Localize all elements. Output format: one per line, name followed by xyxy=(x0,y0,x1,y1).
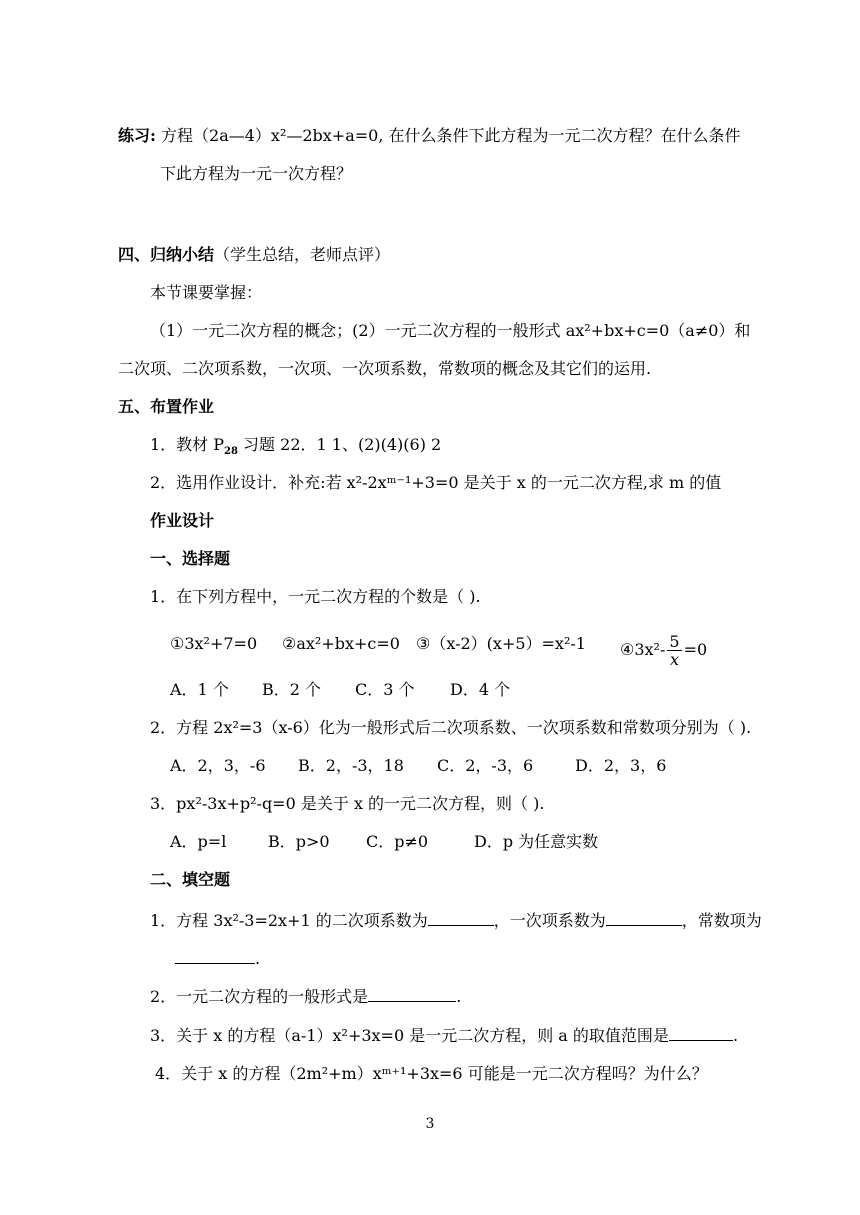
exercise-text-1: 方程（2a—4）x²—2bx+a=0, 在什么条件下此方程为一元二次方程？在什么条件 xyxy=(161,126,741,145)
f1-text-b: ，一次项系数为 xyxy=(493,911,606,930)
answer-blank xyxy=(606,925,682,926)
q1-d-post: =0 xyxy=(683,640,708,659)
q1-option-a: ①3x²+7=0 xyxy=(170,634,258,653)
question-3: 3．px²-3x+p²-q=0 是关于 x 的一元二次方程，则（ ). xyxy=(150,794,545,813)
q2-choice-b: B．2，-3，18 xyxy=(298,756,404,775)
section-4-line-1: （1）一元二次方程的概念；(2）一元二次方程的一般形式 ax²+bx+c=0（a≠0）和 xyxy=(150,321,751,340)
part-1-title: 一、选择题 xyxy=(150,549,231,568)
section-4-heading xyxy=(118,244,390,266)
part-2-title: 二、填空题 xyxy=(150,870,231,889)
f3-text-b: . xyxy=(732,1026,739,1045)
f2-text-b: . xyxy=(456,987,462,1006)
q1-d-fraction xyxy=(667,633,681,668)
q1-choice-d: D．4 个 xyxy=(450,680,511,699)
section-4-title: 四、归纳小结 xyxy=(118,245,215,264)
q1-choice-b: B．2 个 xyxy=(262,680,322,699)
f1-text-a: 1．方程 3x²-3=2x+1 的二次项系数为 xyxy=(150,911,428,930)
section-5-title: 五、布置作业 xyxy=(118,397,215,416)
f1-text-d: . xyxy=(255,949,261,968)
q1-option-c: ③（x-2）(x+5）=x²-1 xyxy=(416,634,586,653)
answer-blank xyxy=(175,963,255,964)
fraction-numerator: 5 xyxy=(669,632,680,651)
q3-choice-d: D．p 为任意实数 xyxy=(474,832,599,851)
q3-choice-a: A．p=l xyxy=(170,832,227,851)
answer-blank xyxy=(669,1040,733,1041)
q1-option-d xyxy=(620,633,707,668)
exercise-line-1 xyxy=(118,125,741,147)
homework-title: 作业设计 xyxy=(150,511,215,530)
item1-pre: 1．教材 P xyxy=(150,435,225,454)
fill-question-4: 4．关于 x 的方程（2m²+m）xᵐ⁺¹+3x=6 可能是一元二次方程吗？为什么？ xyxy=(155,1064,708,1083)
fill-question-1 xyxy=(150,910,762,932)
q1-choice-c: C．3 个 xyxy=(355,680,415,699)
section-4-intro: 本节课要掌握： xyxy=(150,283,263,302)
page-number: 3 xyxy=(425,1116,435,1132)
f3-text-a: 3．关于 x 的方程（a-1）x²+3x=0 是一元二次方程，则 a 的取值范围是 xyxy=(150,1026,669,1045)
q2-choice-a: A．2，3，-6 xyxy=(170,756,266,775)
exercise-label: 练习: xyxy=(118,126,156,145)
fraction-denominator: x xyxy=(669,650,679,669)
answer-blank xyxy=(428,925,494,926)
q1-d-pre: ④3x²- xyxy=(620,640,666,659)
fill-question-2 xyxy=(150,986,461,1008)
section-5-item-2: 2．选用作业设计．补充:若 x²-2xᵐ⁻¹+3=0 是关于 x 的一元二次方程,求 m 的值 xyxy=(150,473,722,492)
f2-text-a: 2．一元二次方程的一般形式是 xyxy=(150,987,369,1006)
item1-post: 习题 22．1 1、(2)(4)(6) 2 xyxy=(237,435,442,454)
fill-question-3 xyxy=(150,1025,738,1047)
section-4-note: （学生总结，老师点评） xyxy=(214,245,391,264)
exercise-line-2: 下此方程为一元一次方程？ xyxy=(160,164,353,183)
q3-choice-c: C．p≠0 xyxy=(366,832,429,851)
answer-blank xyxy=(368,1001,456,1002)
q2-choice-c: C．2，-3，6 xyxy=(437,756,534,775)
q1-choice-a: A．1 个 xyxy=(170,680,229,699)
question-2: 2．方程 2x²=3（x-6）化为一般形式后二次项系数、一次项系数和常数项分别为（ ). xyxy=(150,718,752,737)
q1-option-b: ②ax²+bx+c=0 xyxy=(282,634,400,653)
q3-choice-b: B．p>0 xyxy=(268,832,330,851)
section-4-line-2: 二次项、二次项系数，一次项、一次项系数，常数项的概念及其它们的运用. xyxy=(118,359,652,378)
section-5-item-1 xyxy=(150,434,441,456)
q2-choice-d: D．2，3，6 xyxy=(575,756,667,775)
f1-text-c: ，常数项为 xyxy=(681,911,762,930)
fill-question-1-cont xyxy=(175,948,260,970)
item1-page-sub: 28 xyxy=(224,446,238,458)
question-1: 1．在下列方程中，一元二次方程的个数是（ ). xyxy=(150,587,481,606)
